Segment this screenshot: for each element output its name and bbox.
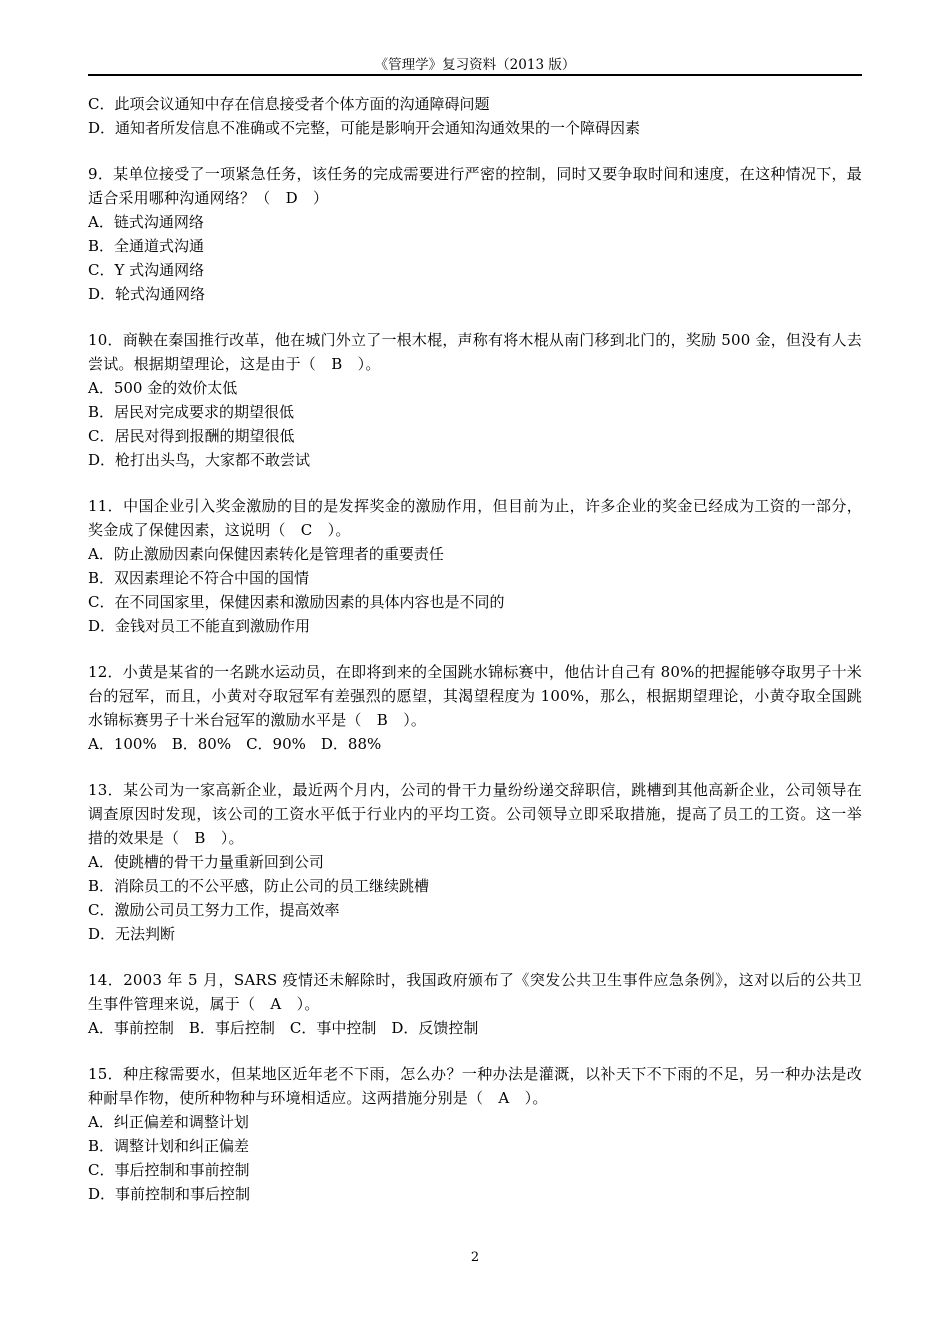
option-line: D．事前控制和事后控制 — [88, 1185, 251, 1203]
option-line: C．在不同国家里，保健因素和激励因素的具体内容也是不同的 — [88, 593, 505, 611]
option-line: A．使跳槽的骨干力量重新回到公司 — [88, 853, 324, 871]
question-stem: 9．某单位接受了一项紧急任务，该任务的完成需要进行严密的控制，同时又要争取时间和速度，在这种情况下，最适合采用哪种沟通网络？（ D ） — [88, 165, 862, 207]
question-stem: 10．商鞅在秦国推行改革，他在城门外立了一根木棍，声称有将木棍从南门移到北门的，奖励 500 金，但没有人去尝试。根据期望理论，这是由于（ B ）。 — [88, 331, 862, 373]
question-stem: 15．种庄稼需要水，但某地区近年老不下雨，怎么办？一种办法是灌溉，以补天下不下雨的不足，另一种办法是改种耐旱作物，使所种物种与环境相适应。这两措施分别是（ A ）。 — [88, 1065, 862, 1107]
option-line: A．纠正偏差和调整计划 — [88, 1113, 249, 1131]
option-line: A．500 金的效价太低 — [88, 379, 238, 397]
question-12 — [88, 660, 862, 756]
option-line: B．调整计划和纠正偏差 — [88, 1137, 250, 1155]
option-line: A．防止激励因素向保健因素转化是管理者的重要责任 — [88, 545, 444, 563]
question-stem: 11．中国企业引入奖金激励的目的是发挥奖金的激励作用，但目前为止，许多企业的奖金已经成为工资的一部分，奖金成了保健因素，这说明（ C ）。 — [88, 497, 862, 539]
question-13 — [88, 778, 862, 946]
question-stem: 13．某公司为一家高新企业，最近两个月内，公司的骨干力量纷纷递交辞职信，跳槽到其他高新企业，公司领导在调查原因时发现，该公司的工资水平低于行业内的平均工资。公司领导立即采取措施，提高了员工的工资。这一举措的效果是（ B ）。 — [88, 781, 862, 847]
page-header: 《管理学》复习资料（2013 版） — [374, 57, 576, 73]
option-line: B．居民对完成要求的期望很低 — [88, 403, 295, 421]
header-rule — [88, 74, 862, 76]
option-line: B．全通道式沟通 — [88, 237, 205, 255]
option-line: D．无法判断 — [88, 925, 176, 943]
option-line: D．金钱对员工不能直到激励作用 — [88, 617, 311, 635]
option-line: D．轮式沟通网络 — [88, 285, 206, 303]
option-line: C．此项会议通知中存在信息接受者个体方面的沟通障碍问题 — [88, 95, 490, 113]
option-line: C．居民对得到报酬的期望很低 — [88, 427, 295, 445]
question-9 — [88, 162, 862, 306]
option-line: C．Y 式沟通网络 — [88, 261, 205, 279]
option-line: A．100% B．80% C．90% D．88% — [88, 735, 382, 753]
option-line: C．激励公司员工努力工作，提高效率 — [88, 901, 340, 919]
question-15 — [88, 1062, 862, 1206]
option-line: B．双因素理论不符合中国的国情 — [88, 569, 310, 587]
option-line: A．事前控制 B．事后控制 C．事中控制 D．反馈控制 — [88, 1019, 479, 1037]
option-line: A．链式沟通网络 — [88, 213, 204, 231]
question-stem: 14．2003 年 5 月，SARS 疫情还未解除时，我国政府颁布了《突发公共卫生事件应急条例》，这对以后的公共卫生事件管理来说，属于（ A ）。 — [88, 971, 862, 1013]
question-11 — [88, 494, 862, 638]
page-number: 2 — [470, 1250, 480, 1265]
option-line: C．事后控制和事前控制 — [88, 1161, 250, 1179]
option-line: D．枪打出头鸟，大家都不敢尝试 — [88, 451, 311, 469]
continuation-options — [88, 92, 862, 140]
option-line: D．通知者所发信息不准确或不完整，可能是影响开会通知沟通效果的一个障碍因素 — [88, 119, 641, 137]
question-14 — [88, 968, 862, 1040]
document-body — [88, 92, 862, 1206]
question-10 — [88, 328, 862, 472]
question-stem: 12．小黄是某省的一名跳水运动员，在即将到来的全国跳水锦标赛中，他估计自己有 80%的把握能够夺取男子十米台的冠军，而且，小黄对夺取冠军有差强烈的愿望，其渴望程度为 100%，那么，根据期望理论，小黄夺取全国跳水锦标赛男子十米台冠军的激励水平是（ B ）。 — [88, 663, 862, 729]
option-line: B．消除员工的不公平感，防止公司的员工继续跳槽 — [88, 877, 430, 895]
